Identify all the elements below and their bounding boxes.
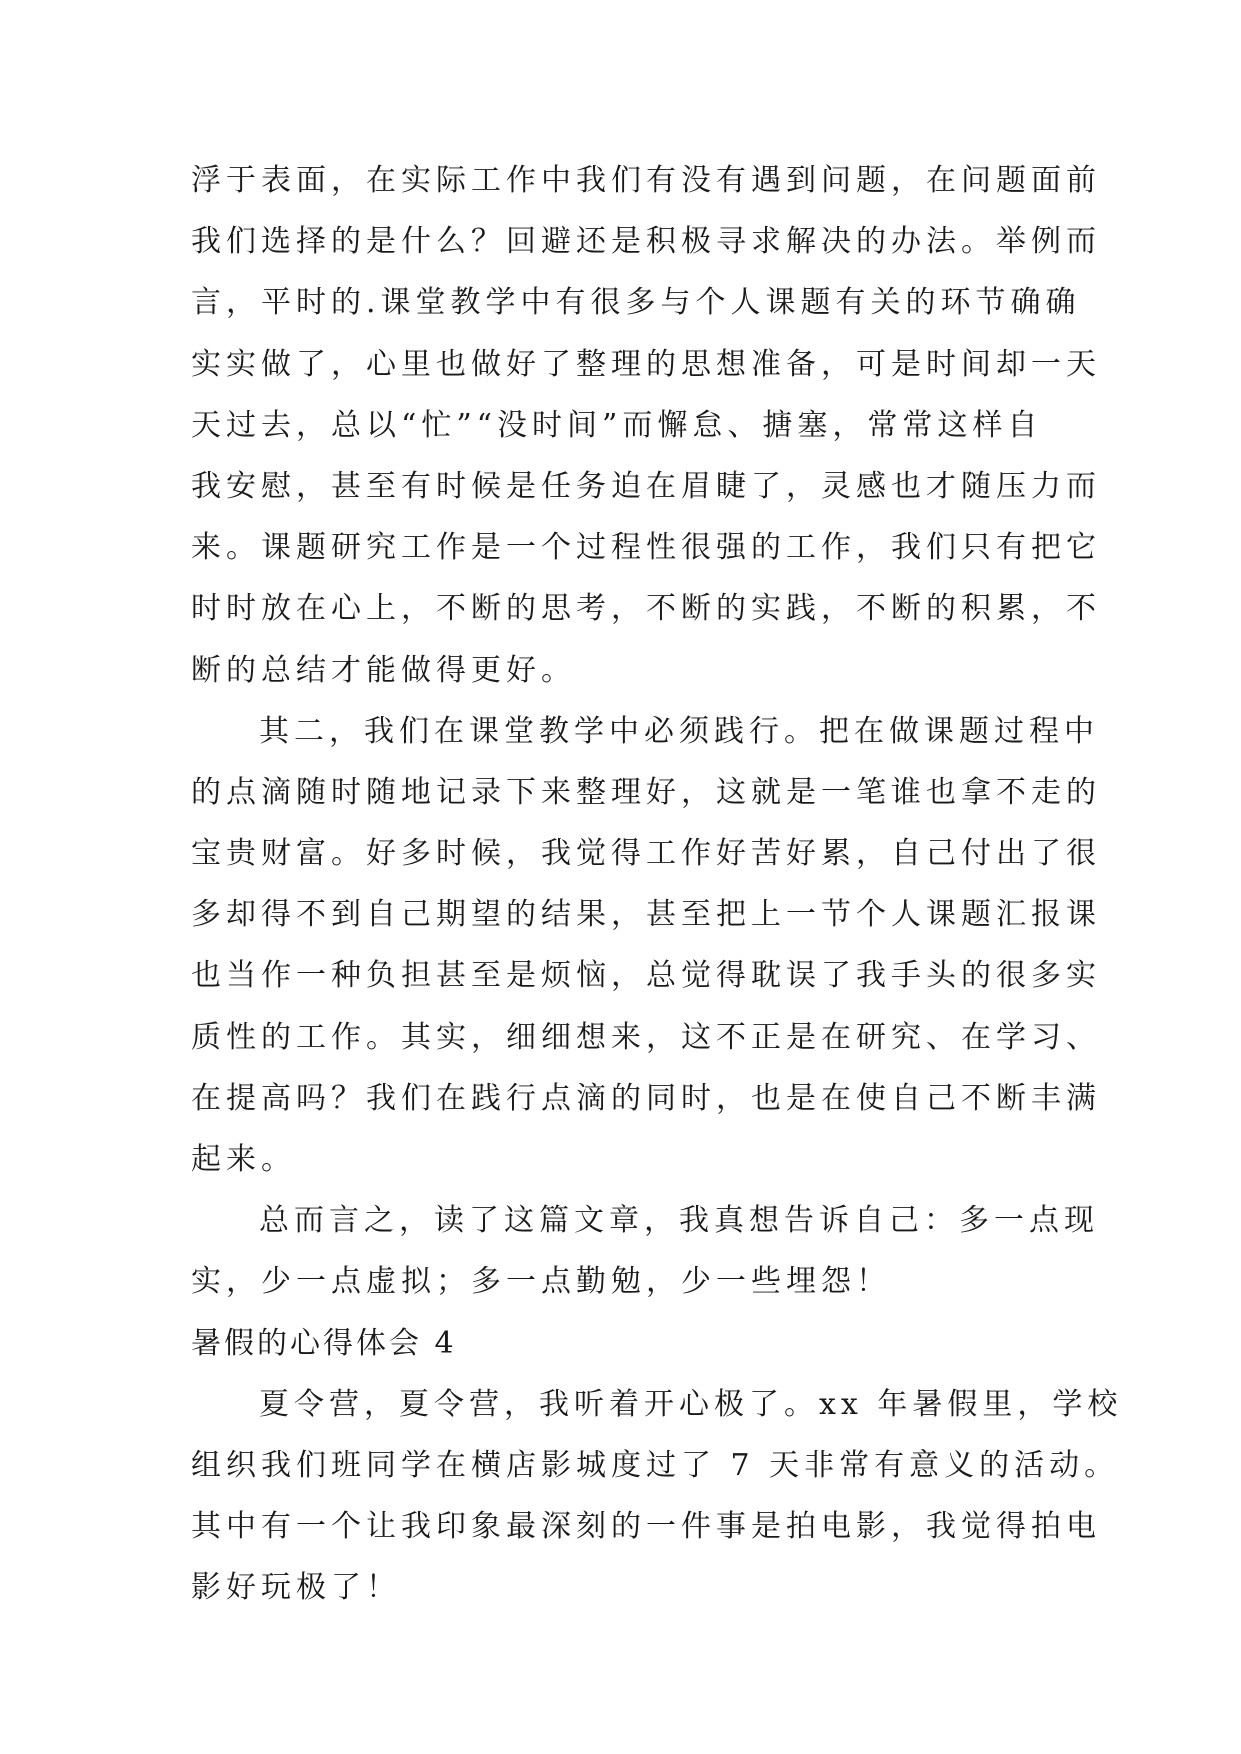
section-heading: 暑假的心得体会 4 — [191, 1325, 457, 1361]
text-line: 起来。 — [191, 1142, 296, 1177]
paragraph-4 — [191, 1374, 1123, 1619]
text-line: 的点滴随时随地记录下来整理好，这就是一笔谁也拿不走的 — [191, 774, 1101, 810]
text-line: 影好玩极了！ — [191, 1570, 401, 1606]
text-line: 言，平时的.课堂教学中有很多与个人课题有关的环节确确 — [191, 285, 1081, 321]
text-line: 实实做了，心里也做好了整理的思想准备，可是时间却一天 — [191, 346, 1101, 382]
paragraph-1 — [191, 150, 1101, 701]
paragraph-3 — [191, 1190, 1099, 1312]
text-line: 来。课题研究工作是一个过程性很强的工作，我们只有把它 — [191, 530, 1101, 566]
text-line: 我安慰，甚至有时候是任务迫在眉睫了，灵感也才随压力而 — [191, 468, 1101, 504]
text-line: 我们选择的是什么？回避还是积极寻求解决的办法。举例而 — [191, 224, 1101, 260]
text-line: 宝贵财富。好多时候，我觉得工作好苦好累，自己付出了很 — [191, 836, 1101, 872]
document-body — [191, 150, 1123, 1619]
text-line: 天过去，总以“忙”“没时间”而懈怠、搪塞，常常这样自 — [191, 407, 1043, 443]
text-line: 其中有一个让我印象最深刻的一件事是拍电影，我觉得拍电 — [191, 1509, 1101, 1545]
text-line: 夏令营，夏令营，我听着开心极了。xx 年暑假里，学校 — [259, 1386, 1123, 1422]
text-line: 其二，我们在课堂教学中必须践行。把在做课题过程中 — [259, 713, 1099, 749]
text-line: 质性的工作。其实，细细想来，这不正是在研究、在学习、 — [191, 1019, 1101, 1055]
paragraph-2 — [191, 701, 1101, 1191]
text-line: 实，少一点虚拟；多一点勤勉，少一些埋怨！ — [191, 1264, 891, 1300]
text-line: 时时放在心上，不断的思考，不断的实践，不断的积累，不 — [191, 591, 1101, 627]
text-line: 在提高吗？我们在践行点滴的同时，也是在使自己不断丰满 — [191, 1080, 1101, 1116]
text-line: 浮于表面，在实际工作中我们有没有遇到问题，在问题面前 — [191, 163, 1101, 198]
text-line: 多却得不到自己期望的结果，甚至把上一节个人课题汇报课 — [191, 897, 1101, 933]
text-line: 组织我们班同学在横店影城度过了 7 天非常有意义的活动。 — [191, 1447, 1120, 1483]
text-line: 也当作一种负担甚至是烦恼，总觉得耽误了我手头的很多实 — [191, 958, 1101, 994]
text-line: 总而言之，读了这篇文章，我真想告诉自己：多一点现 — [259, 1203, 1099, 1239]
text-line: 断的总结才能做得更好。 — [191, 652, 576, 688]
